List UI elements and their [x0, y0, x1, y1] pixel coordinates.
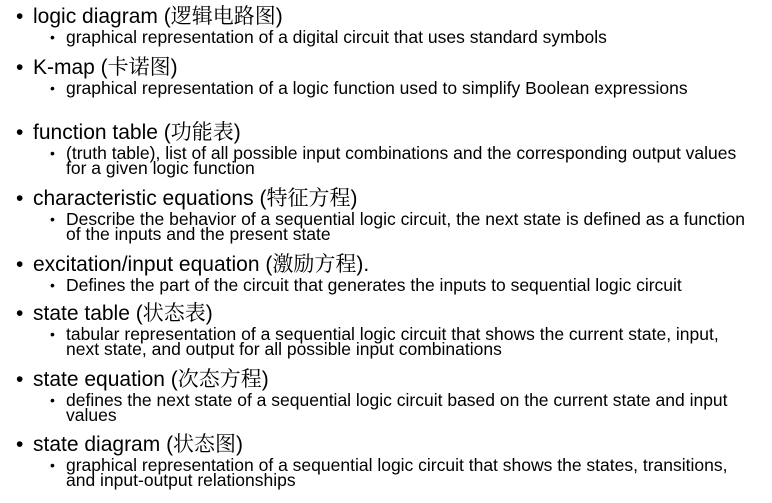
bullet-icon: • — [50, 392, 55, 408]
list-item — [0, 432, 772, 488]
bullet-icon: • — [50, 211, 55, 227]
bullet-icon: • — [50, 80, 55, 96]
bullet-icon: • — [16, 433, 24, 456]
bullet-icon: • — [16, 253, 24, 276]
term-state-table: state table (状态表) — [33, 302, 213, 325]
term-logic-diagram: logic diagram (逻辑电路图) — [33, 5, 283, 28]
list-item — [0, 120, 772, 176]
term-k-map: K-map (卡诺图) — [33, 56, 178, 79]
definition-characteristic-equations: Describe the behavior of a sequential logic circuit, the next state is defined as a function of the inputs and the present state — [66, 209, 746, 244]
term-excitation-input-equation: excitation/input equation (激励方程). — [33, 253, 370, 276]
list-item — [0, 55, 772, 96]
list-item — [0, 301, 772, 357]
bullet-icon: • — [16, 368, 24, 391]
definition-state-equation: defines the next state of a sequential logic circuit based on the current state and input values — [66, 390, 728, 425]
bullet-icon: • — [50, 457, 55, 473]
list-item — [0, 367, 772, 423]
bullet-icon: • — [50, 29, 55, 45]
definition-logic-diagram: graphical representation of a digital circuit that uses standard symbols — [66, 27, 607, 47]
definition-function-table: (truth table), list of all possible input combinations and the corresponding output values for a given logic function — [66, 143, 737, 178]
term-characteristic-equations: characteristic equations (特征方程) — [33, 187, 358, 210]
bullet-icon: • — [16, 56, 24, 79]
definition-excitation-input-equation: Defines the part of the circuit that generates the inputs to sequential logic circuit — [66, 275, 682, 295]
bullet-icon: • — [16, 121, 24, 144]
definition-state-diagram: graphical representation of a sequential logic circuit that shows the states, transitions, and input-output relationships — [66, 455, 728, 490]
term-function-table: function table (功能表) — [33, 121, 241, 144]
list-item — [0, 186, 772, 242]
bullet-icon: • — [16, 302, 24, 325]
definition-k-map: graphical representation of a logic function used to simplify Boolean expressions — [66, 78, 688, 98]
list-item — [0, 4, 772, 45]
list-item — [0, 252, 772, 293]
bullet-icon: • — [50, 277, 55, 293]
bullet-icon: • — [50, 145, 55, 161]
definition-state-table: tabular representation of a sequential logic circuit that shows the current state, input, next state, and output for all possible input combinations — [66, 324, 719, 359]
bullet-icon: • — [16, 5, 24, 28]
term-state-equation: state equation (次态方程) — [33, 368, 269, 391]
bullet-icon: • — [16, 187, 24, 210]
bullet-icon: • — [50, 326, 55, 342]
term-state-diagram: state diagram (状态图) — [33, 433, 244, 456]
